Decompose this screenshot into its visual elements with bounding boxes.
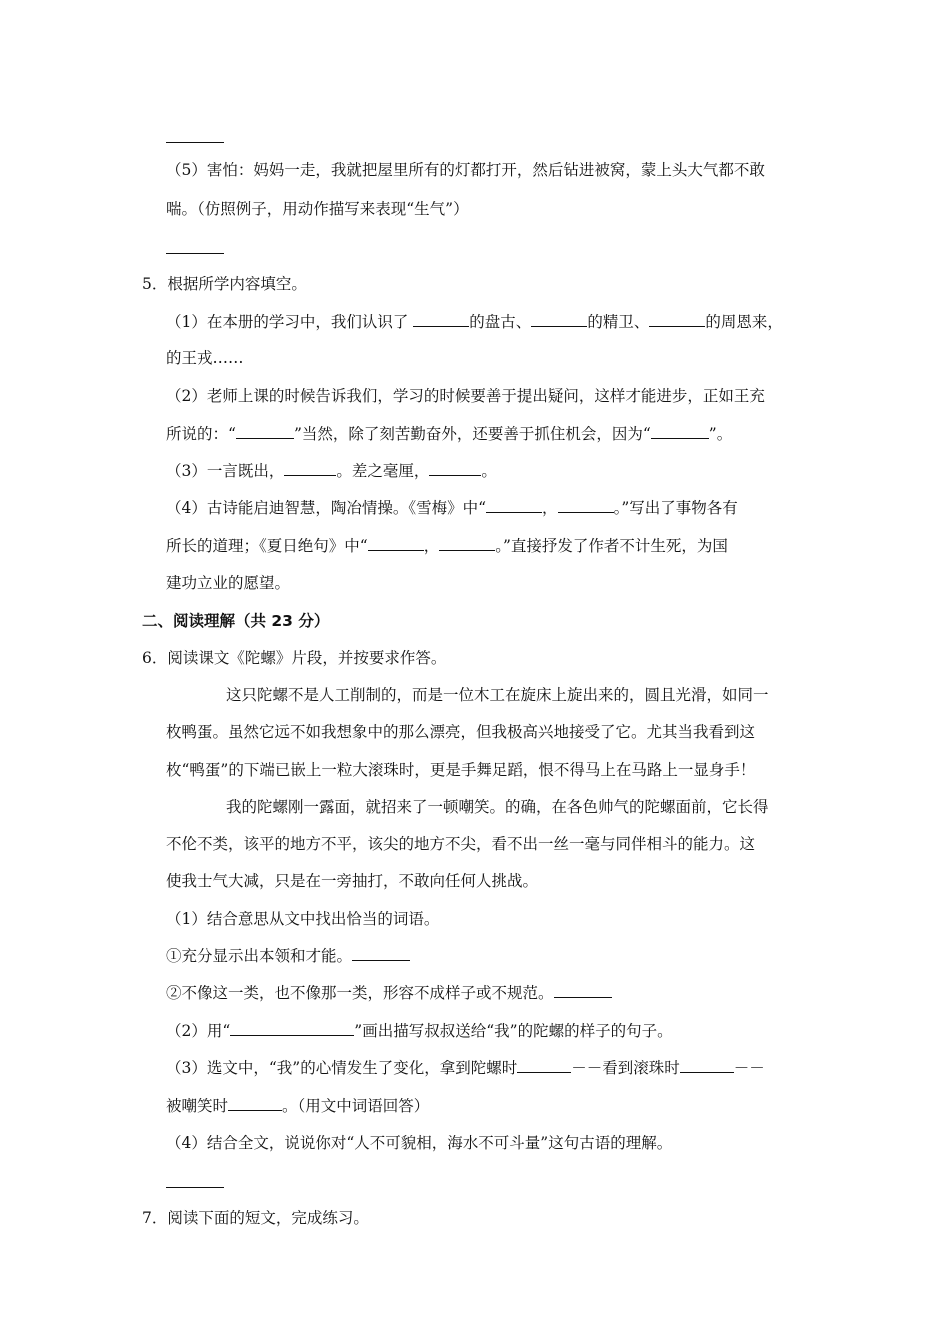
question-6-3-line-1 (166, 1058, 765, 1078)
blank[interactable] (413, 312, 469, 327)
blank[interactable] (531, 312, 587, 327)
blank[interactable] (558, 498, 614, 513)
text: 7．阅读下面的短文，完成练习。 (142, 1209, 369, 1227)
passage-p1-line-1 (226, 685, 807, 705)
text: ”当然，除了刻苦勤奋外，还要善于抓住机会，因为“ (293, 425, 651, 443)
passage-p1-line-3 (166, 760, 807, 780)
text: （3）选文中，“我”的心情发生了变化，拿到陀螺时 (166, 1059, 518, 1077)
blank[interactable] (368, 536, 424, 551)
answer-line (166, 1187, 224, 1188)
blank[interactable] (680, 1058, 734, 1073)
text: 枚鸭蛋。虽然它远不如我想象中的那么漂亮，但我极高兴地接受了它。尤其当我看到这 (166, 723, 756, 741)
passage-p2-line-1 (226, 797, 807, 817)
text: 的周恩来， (705, 313, 783, 331)
text: 的盘古、 (469, 313, 532, 331)
text: ①充分显示出本领和才能。 (166, 947, 353, 965)
blank[interactable] (429, 461, 481, 476)
passage-p2-line-2 (166, 834, 807, 854)
blank[interactable] (554, 983, 612, 998)
text: （1）结合意思从文中找出恰当的词语。 (166, 910, 440, 928)
question-6-2 (166, 1021, 673, 1041)
question-6-title (142, 648, 446, 668)
text: 6．阅读课文《陀螺》片段，并按要求作答。 (142, 649, 447, 667)
question-6-1 (166, 909, 439, 929)
question-6-1a (166, 946, 410, 966)
blank[interactable] (486, 498, 542, 513)
text: （1）在本册的学习中，我们认识了 (166, 313, 414, 331)
text: 我的陀螺刚一露面，就招来了一顿嘲笑。的确，在各色帅气的陀螺面前，它长得 (226, 798, 769, 816)
text: （3）一言既出， (166, 462, 285, 480)
text: 的精卫、 (587, 313, 650, 331)
text: 。 (481, 462, 497, 480)
text: 。”直接抒发了作者不计生死，为国 (495, 537, 728, 555)
text: ， (542, 499, 558, 517)
blank[interactable] (352, 946, 410, 961)
blank[interactable] (230, 1021, 354, 1036)
blank[interactable] (649, 312, 705, 327)
answer-line (166, 253, 224, 254)
text: 使我士气大减，只是在一旁抽打，不敢向任何人挑战。 (166, 872, 539, 890)
text: 所长的道理；《夏日绝句》中“ (166, 537, 368, 555)
question-4-5-line-2 (166, 199, 469, 219)
text: 。差之毫厘， (336, 462, 430, 480)
text: ”。 (708, 425, 733, 443)
text: 。（用文中词语回答） (282, 1097, 430, 1115)
answer-line (166, 142, 224, 143)
blank[interactable] (439, 536, 495, 551)
text: ， (423, 537, 440, 555)
text: 二、阅读理解（共 23 分） (142, 612, 330, 630)
blank[interactable] (517, 1058, 571, 1073)
question-5-4-line-2 (166, 536, 728, 556)
blank[interactable] (651, 424, 709, 439)
text: 喘。（仿照例子，用动作描写来表现“生气”） (166, 200, 469, 218)
question-5-1-line-2 (166, 348, 244, 368)
question-6-3-line-2 (166, 1096, 429, 1116)
text: 被嘲笑时 (166, 1097, 229, 1115)
question-5-2-line-1 (166, 386, 807, 406)
text: －－ (733, 1059, 765, 1077)
text: 的王戎…… (166, 349, 244, 367)
text: （5）害怕：妈妈一走，我就把屋里所有的灯都打开，然后钻进被窝，蒙上头大气都不敢 (166, 161, 765, 179)
text: （4）结合全文，说说你对“人不可貌相，海水不可斗量”这句古语的理解。 (166, 1134, 673, 1152)
text: 不伦不类，该平的地方不平，该尖的地方不尖，看不出一丝一毫与同伴相斗的能力。这 (166, 835, 756, 853)
text: 。”写出了事物各有 (613, 499, 738, 517)
text: 枚“鸭蛋”的下端已嵌上一粒大滚珠时，更是手舞足蹈，恨不得马上在马路上一显身手！ (166, 761, 756, 779)
section-title (142, 611, 329, 631)
text: 5．根据所学内容填空。 (142, 275, 307, 293)
text: （2）老师上课的时候告诉我们，学习的时候要善于提出疑问，这样才能进步，正如王充 (166, 387, 765, 405)
question-6-1b (166, 983, 612, 1003)
text: （2）用“ (166, 1022, 231, 1040)
text: 所说的：“ (166, 425, 236, 443)
blank[interactable] (236, 424, 294, 439)
question-5-3 (166, 461, 497, 481)
text: ②不像这一类，也不像那一类，形容不成样子或不规范。 (166, 984, 554, 1002)
text: （4）古诗能启迪智慧，陶冶情操。《雪梅》中“ (166, 499, 487, 517)
text: －－看到滚珠时 (571, 1059, 680, 1077)
question-6-4 (166, 1133, 672, 1153)
question-5-4-line-1 (166, 498, 738, 518)
question-5-title (142, 274, 307, 294)
text: ”画出描写叔叔送给“我”的陀螺的样子的句子。 (354, 1022, 673, 1040)
question-5-4-line-3 (166, 573, 290, 593)
question-7-title (142, 1208, 369, 1228)
text: 建功立业的愿望。 (166, 574, 291, 592)
text: 这只陀螺不是人工削制的，而是一位木工在旋床上旋出来的，圆且光滑，如同一 (226, 686, 769, 704)
passage-p2-line-3 (166, 871, 538, 891)
passage-p1-line-2 (166, 722, 807, 742)
blank[interactable] (284, 461, 336, 476)
question-4-5-line-1 (166, 160, 807, 180)
question-5-1-line-1 (166, 312, 783, 332)
question-5-2-line-2 (166, 424, 732, 444)
blank[interactable] (228, 1096, 282, 1111)
